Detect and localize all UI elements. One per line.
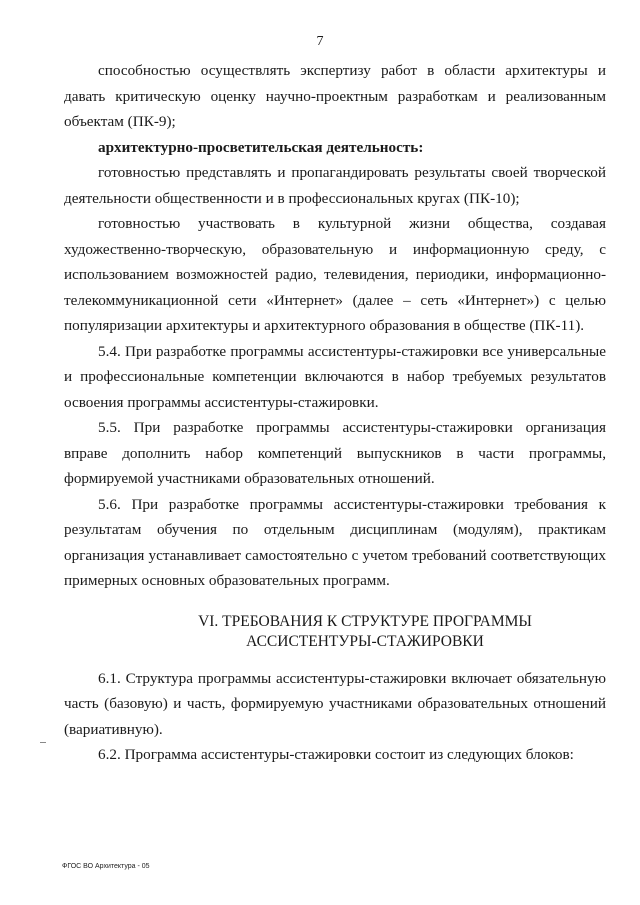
section-heading-line1: VI. ТРЕБОВАНИЯ К СТРУКТУРЕ ПРОГРАММЫ [198,612,532,630]
page-footer: ФГОС ВО Архитектура - 05 [62,863,150,870]
section-heading [64,612,606,652]
section-heading-line2: АССИСТЕНТУРЫ-СТАЖИРОВКИ [246,632,484,650]
paragraph-subheading: архитектурно-просветительская деятельность: [98,138,424,156]
paragraph-pk10: готовностью представлять и пропагандировать результаты своей творческой деятельности общественности и в профессиональных кругах (ПК-10); [64,164,606,207]
document-body [64,58,606,768]
paragraph-pk11: готовностью участвовать в культурной жизни общества, создавая художественно-творческую, образовательную и информационную среду, с использованием возможностей радио, телевидения, периодики, информационно-телекоммуникационной сети «Интернет» (далее – сеть «Интернет») с целью популяризации архитектуры и архитектурного образования в обществе (ПК-11). [64,215,606,334]
paragraph-pk9: способностью осуществлять экспертизу работ в области архитектуры и давать критическую оценку научно-проектным разработкам и реализованным объектам (ПК-9); [64,62,606,130]
margin-mark [40,742,46,743]
page-number: 7 [316,34,324,49]
paragraph-5-4: 5.4. При разработке программы ассистентуры-стажировки все универсальные и профессиональные компетенции включаются в набор требуемых результатов освоения программы ассистентуры-стажировки. [64,342,606,411]
paragraph-5-5: 5.5. При разработке программы ассистентуры-стажировки организация вправе дополнить набор компетенций выпускников в части программы, формируемой участниками образовательных отношений. [64,419,606,487]
paragraph-5-6: 5.6. При разработке программы ассистентуры-стажировки требования к результатам обучения по отдельным дисциплинам (модулям), практикам организация устанавливает самостоятельно с учетом требований соответствующих примерных основных образовательных программ. [64,495,606,589]
paragraph-6-2: 6.2. Программа ассистентуры-стажировки состоит из следующих блоков: [98,746,574,763]
paragraph-6-1: 6.1. Структура программы ассистентуры-стажировки включает обязательную часть (базовую) и часть, формируемую участниками образовательных отношений (вариативную). [64,669,606,738]
